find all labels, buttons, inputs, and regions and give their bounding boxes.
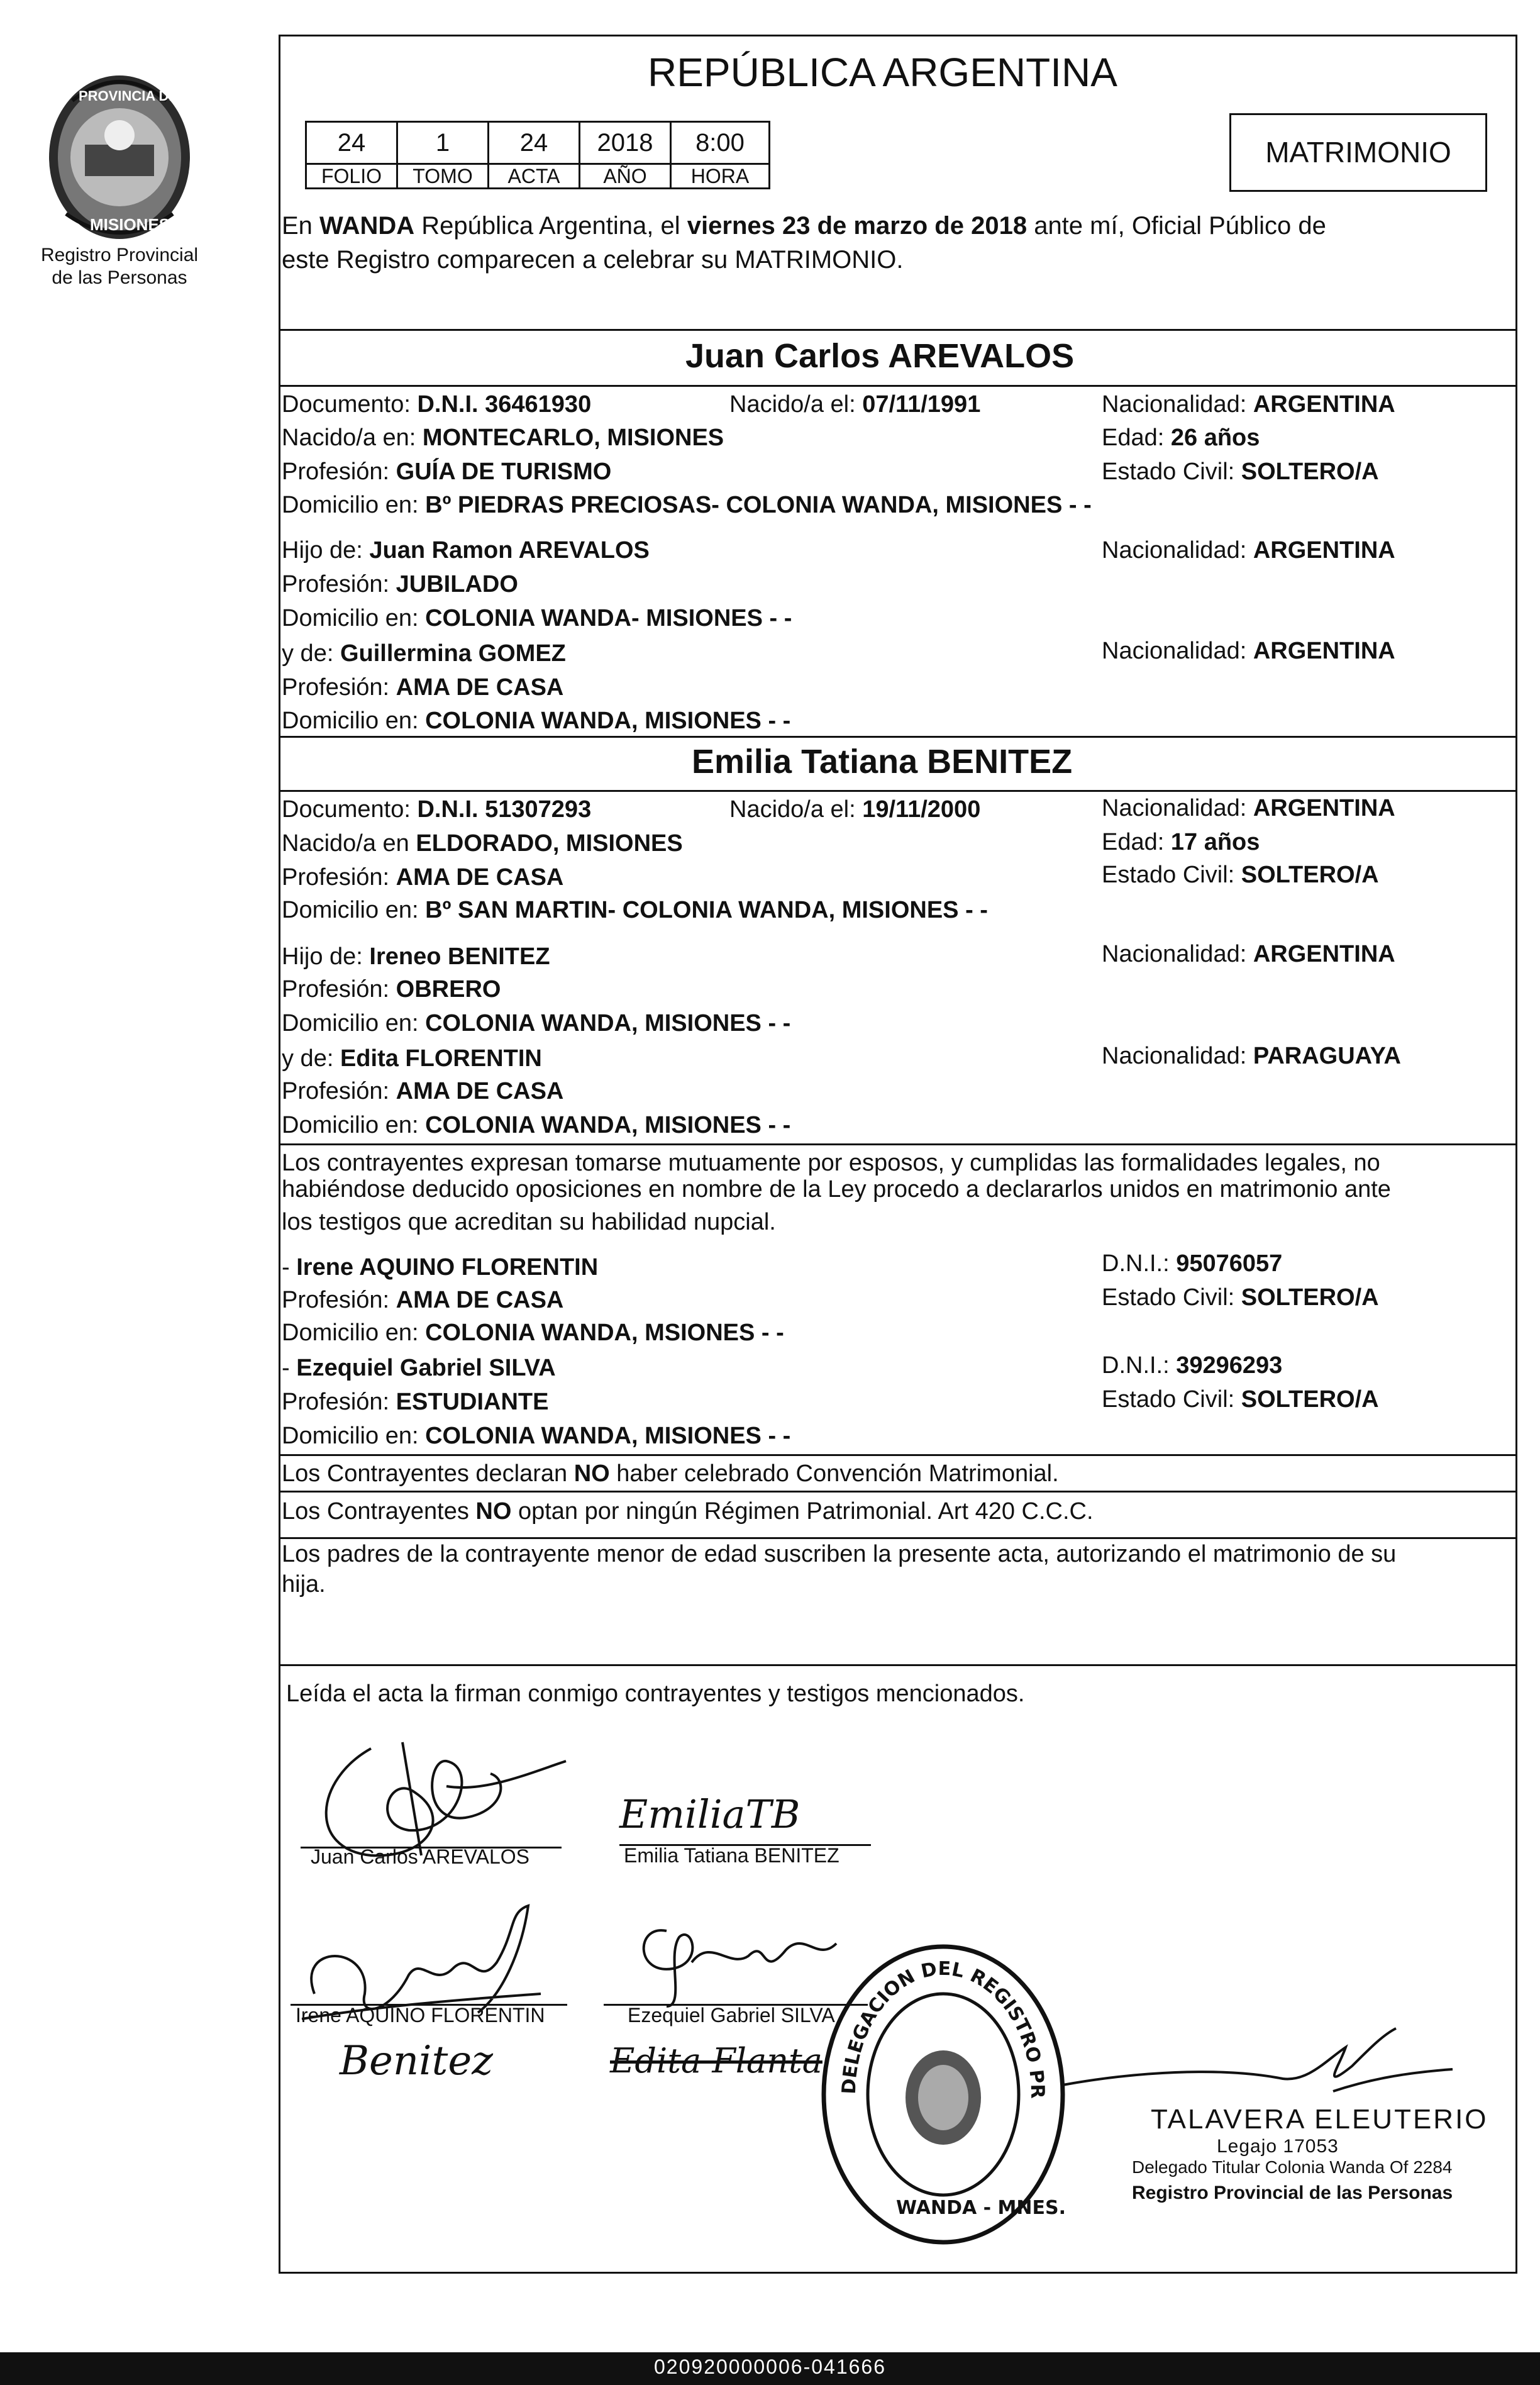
divider xyxy=(279,385,1517,387)
intro-text-a: En xyxy=(282,212,320,240)
witness-1-name: - Irene AQUINO FLORENTIN xyxy=(282,1254,599,1281)
groom-nacionalidad: Nacionalidad: ARGENTINA xyxy=(1102,391,1395,418)
witness-1-domicilio: Domicilio en: COLONIA WANDA, MSIONES - - xyxy=(282,1320,784,1346)
groom-estado-civil: Estado Civil: SOLTERO/A xyxy=(1102,459,1379,485)
bride-nacido-en: Nacido/a en ELDORADO, MISIONES xyxy=(282,830,683,857)
divider xyxy=(279,1664,1517,1666)
tomo-value: 1 xyxy=(435,129,450,157)
signatures-intro: Leída el acta la firman conmigo contrayentes y testigos mencionados. xyxy=(286,1681,1025,1707)
anio-cell xyxy=(579,121,672,165)
official-registry: Registro Provincial de las Personas xyxy=(1132,2182,1453,2203)
official-legajo: Legajo 17053 xyxy=(1217,2136,1339,2157)
declaration-line-1: Los contrayentes expresan tomarse mutuamente por esposos, y cumplidas las formalidades legales, no xyxy=(282,1150,1380,1176)
anio-value: 2018 xyxy=(597,129,653,157)
hora-cell xyxy=(670,121,770,165)
divider xyxy=(279,1491,1517,1493)
hora-value: 8:00 xyxy=(695,129,745,157)
groom-father-nacionalidad: Nacionalidad: ARGENTINA xyxy=(1102,537,1395,564)
bride-father: Hijo de: Ireneo BENITEZ xyxy=(282,943,550,970)
declaration-line-2: habiéndose deducido oposiciones en nombre de la Ley procedo a declararlos unidos en matrimonio ante xyxy=(282,1176,1391,1203)
divider xyxy=(279,1143,1517,1145)
groom-father: Hijo de: Juan Ramon AREVALOS xyxy=(282,537,650,564)
groom-domicilio: Domicilio en: Bº PIEDRAS PRECIOSAS- COLONIA WANDA, MISIONES - - xyxy=(282,492,1092,518)
bride-signature: EmiliaTB xyxy=(619,1791,800,1837)
groom-edad: Edad: 26 años xyxy=(1102,425,1260,451)
bride-nacido-el: Nacido/a el: 19/11/2000 xyxy=(729,796,981,823)
stamp-ring-text: DELEGACION DEL REGISTRO PR xyxy=(838,1957,1049,2099)
province-seal xyxy=(41,69,198,245)
witness-2-name: - Ezequiel Gabriel SILVA xyxy=(282,1355,556,1381)
groom-signature-label: Juan Carlos AREVALOS xyxy=(311,1845,530,1868)
tomo-label-cell xyxy=(396,163,489,189)
acta-label-cell xyxy=(487,163,580,189)
folio-cell xyxy=(305,121,398,165)
seal-top-text: PROVINCIA DE xyxy=(79,88,179,104)
groom-mother: y de: Guillermina GOMEZ xyxy=(282,640,566,667)
bride-profesion: Profesión: AMA DE CASA xyxy=(282,864,564,891)
intro-date: viernes 23 de marzo de 2018 xyxy=(687,212,1028,240)
doc-type-box xyxy=(1229,113,1487,192)
bride-name: Emilia Tatiana BENITEZ xyxy=(692,743,1073,781)
registry-caption-line1: Registro Provincial xyxy=(40,245,199,265)
official-signature-scribble xyxy=(1056,2022,1459,2104)
divider xyxy=(279,1537,1517,1539)
anio-label-cell xyxy=(579,163,672,189)
convention-line-1: Los Contrayentes declaran NO haber celebrado Convención Matrimonial. xyxy=(282,1460,1059,1487)
bride-edad: Edad: 17 años xyxy=(1102,829,1260,855)
hora-label: HORA xyxy=(690,165,750,187)
groom-father-profesion: Profesión: JUBILADO xyxy=(282,571,518,598)
witness-2-estado-civil: Estado Civil: SOLTERO/A xyxy=(1102,1386,1379,1413)
hora-label-cell xyxy=(670,163,770,189)
parents-note-line-1: Los padres de la contrayente menor de edad suscriben la presente acta, autorizando el matrimonio de su xyxy=(282,1541,1397,1567)
intro-line-2: este Registro comparecen a celebrar su MATRIMONIO. xyxy=(282,246,904,274)
official-stamp xyxy=(811,1937,1075,2252)
intro-text-c: ante mí, Oficial Público de xyxy=(1027,212,1326,240)
groom-profesion: Profesión: GUÍA DE TURISMO xyxy=(282,459,612,485)
intro-line-1 xyxy=(282,211,1326,240)
groom-mother-profesion: Profesión: AMA DE CASA xyxy=(282,674,564,701)
groom-documento: Documento: D.N.I. 36461930 xyxy=(282,391,592,418)
parents-note-line-2: hija. xyxy=(282,1571,326,1598)
witness-1-estado-civil: Estado Civil: SOLTERO/A xyxy=(1102,1284,1379,1311)
folio-label-cell xyxy=(305,163,398,189)
intro-place: WANDA xyxy=(319,212,415,240)
folio-value: 24 xyxy=(337,129,366,157)
registry-caption xyxy=(19,244,220,289)
bride-domicilio: Domicilio en: Bº SAN MARTIN- COLONIA WANDA, MISIONES - - xyxy=(282,897,988,923)
bride-mother: y de: Edita FLORENTIN xyxy=(282,1045,542,1072)
extra-signature-benitez: Benitez xyxy=(340,2038,493,2084)
witness-1-dni: D.N.I.: 95076057 xyxy=(1102,1250,1283,1277)
groom-mother-nacionalidad: Nacionalidad: ARGENTINA xyxy=(1102,638,1395,664)
seal-bottom-text: MISIONES xyxy=(90,215,170,234)
witness-1-signature-label: Irene AQUINO FLORENTIN xyxy=(296,2004,545,2026)
bride-estado-civil: Estado Civil: SOLTERO/A xyxy=(1102,862,1379,888)
bride-father-domicilio: Domicilio en: COLONIA WANDA, MISIONES - - xyxy=(282,1010,791,1037)
acta-cell xyxy=(487,121,580,165)
bride-father-profesion: Profesión: OBRERO xyxy=(282,976,501,1003)
anio-label: AÑO xyxy=(603,165,647,187)
divider xyxy=(279,736,1517,738)
official-signature xyxy=(1056,2022,1459,2104)
stamp-bottom-text: WANDA - MNES. xyxy=(896,2197,1066,2219)
stamp-icon xyxy=(811,1937,1075,2252)
witness-2-signature-label: Ezequiel Gabriel SILVA xyxy=(628,2004,835,2026)
acta-label: ACTA xyxy=(507,165,560,187)
groom-mother-domicilio: Domicilio en: COLONIA WANDA, MISIONES - - xyxy=(282,708,791,734)
extra-signature-edita: Edita Flanta xyxy=(610,2041,823,2081)
bride-signature-label: Emilia Tatiana BENITEZ xyxy=(624,1844,839,1867)
official-role: Delegado Titular Colonia Wanda Of 2284 xyxy=(1132,2157,1453,2177)
registry-caption-line2: de las Personas xyxy=(52,267,187,288)
witness-2-dni: D.N.I.: 39296293 xyxy=(1102,1352,1283,1379)
groom-nacido-en: Nacido/a en: MONTECARLO, MISIONES xyxy=(282,425,724,451)
tomo-cell xyxy=(396,121,489,165)
declaration-line-3: los testigos que acreditan su habilidad nupcial. xyxy=(282,1209,776,1235)
witness-2-domicilio: Domicilio en: COLONIA WANDA, MISIONES - - xyxy=(282,1423,791,1449)
bride-documento: Documento: D.N.I. 51307293 xyxy=(282,796,592,823)
divider xyxy=(279,790,1517,792)
official-name: TALAVERA ELEUTERIO xyxy=(1151,2104,1488,2135)
groom-nacido-el: Nacido/a el: 07/11/1991 xyxy=(729,391,981,418)
convention-line-2: Los Contrayentes NO optan por ningún Régimen Patrimonial. Art 420 C.C.C. xyxy=(282,1498,1094,1525)
bride-nacionalidad: Nacionalidad: ARGENTINA xyxy=(1102,795,1395,821)
bride-mother-profesion: Profesión: AMA DE CASA xyxy=(282,1078,564,1104)
intro-text-b: República Argentina, el xyxy=(414,212,687,240)
bride-mother-domicilio: Domicilio en: COLONIA WANDA, MISIONES - - xyxy=(282,1112,791,1138)
witness-1-profesion: Profesión: AMA DE CASA xyxy=(282,1287,564,1313)
footer-code: 020920000006-041666 xyxy=(654,2355,886,2378)
page-title: REPÚBLICA ARGENTINA xyxy=(648,50,1117,95)
folio-label: FOLIO xyxy=(321,165,382,187)
bride-father-nacionalidad: Nacionalidad: ARGENTINA xyxy=(1102,941,1395,967)
groom-father-domicilio: Domicilio en: COLONIA WANDA- MISIONES - - xyxy=(282,605,792,631)
witness-2-profesion: Profesión: ESTUDIANTE xyxy=(282,1389,549,1415)
divider xyxy=(279,1454,1517,1456)
groom-name: Juan Carlos AREVALOS xyxy=(685,337,1075,375)
tomo-label: TOMO xyxy=(413,165,473,187)
acta-value: 24 xyxy=(519,129,548,157)
doc-type: MATRIMONIO xyxy=(1265,136,1451,169)
bride-mother-nacionalidad: Nacionalidad: PARAGUAYA xyxy=(1102,1043,1401,1069)
divider xyxy=(279,329,1517,331)
